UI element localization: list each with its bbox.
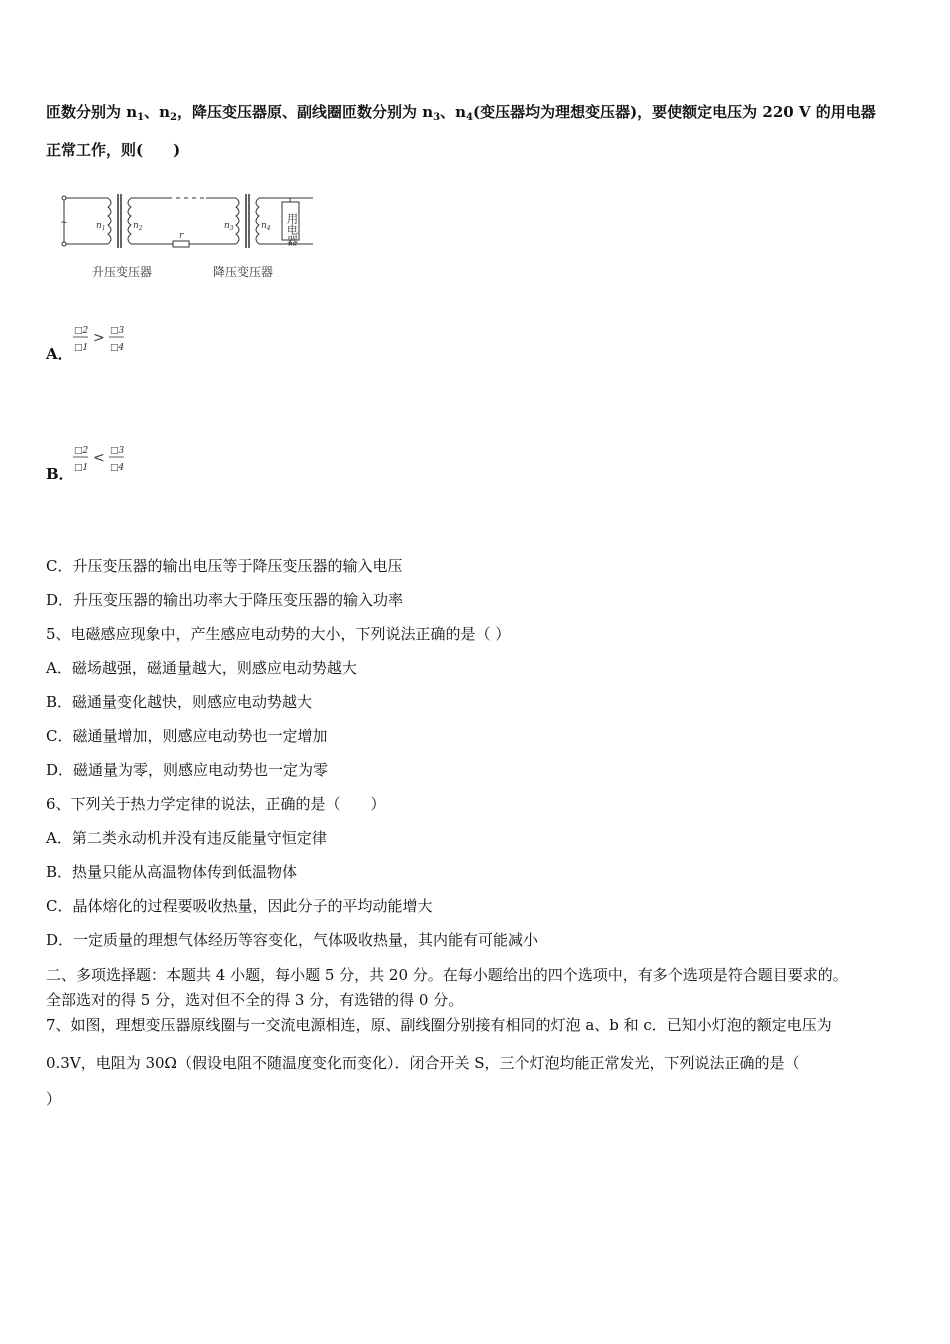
q4-option-a[interactable] xyxy=(46,322,246,362)
q4-option-d[interactable]: D．升压变压器的输出功率大于降压变压器的输入功率 xyxy=(46,591,404,609)
n4-label: $n_4$ xyxy=(261,221,271,232)
q4-stem-line2: 正常工作，则( ) xyxy=(46,141,181,159)
svg-text:□1: □1 xyxy=(74,343,89,353)
q5-stem: 5、电磁感应现象中，产生感应电动势的大小，下列说法正确的是（ ） xyxy=(46,625,511,643)
svg-text:□2: □2 xyxy=(74,446,89,456)
q7-stem-line3: ） xyxy=(46,1090,62,1108)
q5-option-c[interactable]: C．磁通量增加，则感应电动势也一定增加 xyxy=(46,727,328,745)
ac-source-symbol: ~ xyxy=(60,218,68,228)
resistor-label: r xyxy=(179,231,184,241)
q5-option-d[interactable]: D．磁通量为零，则感应电动势也一定为零 xyxy=(46,761,329,779)
q5-option-b[interactable]: B．磁通量变化越快，则感应电动势越大 xyxy=(46,693,313,711)
transformer-circuit-figure xyxy=(58,188,320,284)
q6-option-c[interactable]: C．晶体熔化的过程要吸收热量，因此分子的平均动能增大 xyxy=(46,897,433,915)
svg-text:□4: □4 xyxy=(110,343,125,353)
svg-text:□4: □4 xyxy=(110,463,125,473)
section2-heading-line1: 二、多项选择题：本题共 4 小题，每小题 5 分，共 20 分。在每小题给出的四个选项中，有多个选项是符合题目要求的。 xyxy=(46,966,848,984)
option-b-label: B． xyxy=(46,465,74,483)
q6-stem: 6、下列关于热力学定律的说法，正确的是（ ） xyxy=(46,795,386,813)
svg-text:>: > xyxy=(93,330,105,346)
option-b-formula xyxy=(72,442,142,478)
svg-text:□1: □1 xyxy=(74,463,89,473)
n2-label: $n_2$ xyxy=(133,221,143,232)
svg-text:<: < xyxy=(93,450,105,466)
q6-option-b[interactable]: B．热量只能从高温物体传到低温物体 xyxy=(46,863,298,881)
n1-label: $n_1$ xyxy=(96,221,106,232)
q7-stem-line1: 7、如图，理想变压器原线圈与一交流电源相连，原、副线圈分别接有相同的灯泡 a、b 和 c．已知小灯泡的额定电压为 xyxy=(46,1016,832,1034)
n3-label: $n_3$ xyxy=(224,221,234,232)
q4-option-b[interactable] xyxy=(46,442,246,482)
q6-option-a[interactable]: A．第二类永动机并没有违反能量守恒定律 xyxy=(46,829,327,847)
svg-text:□3: □3 xyxy=(110,326,125,336)
q4-stem-line1: 匝数分别为 $n_1$、$n_2$，降压变压器原、副线圈匝数分别为 $n_3$、$n_4$(变压器均为理想变压器)，要使额定电压为 220 V 的用电器 xyxy=(46,103,876,123)
q5-option-a[interactable]: A．磁场越强，磁通量越大，则感应电动势越大 xyxy=(46,659,357,677)
q4-option-c[interactable]: C．升压变压器的输出电压等于降压变压器的输入电压 xyxy=(46,557,403,575)
svg-text:□2: □2 xyxy=(74,326,89,336)
section2-heading-line2: 全部选对的得 5 分，选对但不全的得 3 分，有选错的得 0 分。 xyxy=(46,991,464,1009)
option-a-formula xyxy=(72,322,142,358)
step-down-label: 降压变压器 xyxy=(213,265,274,279)
svg-text:□3: □3 xyxy=(110,446,125,456)
q6-option-d[interactable]: D．一定质量的理想气体经历等容变化，气体吸收热量，其内能有可能减小 xyxy=(46,931,539,949)
option-a-label: A． xyxy=(46,345,73,363)
step-up-label: 升压变压器 xyxy=(92,265,153,279)
load-label: 用电器 xyxy=(285,213,299,246)
q7-stem-line2: 0.3V，电阻为 30Ω（假设电阻不随温度变化而变化）．闭合开关 S，三个灯泡均能正常发光，下列说法正确的是（ xyxy=(46,1054,800,1072)
